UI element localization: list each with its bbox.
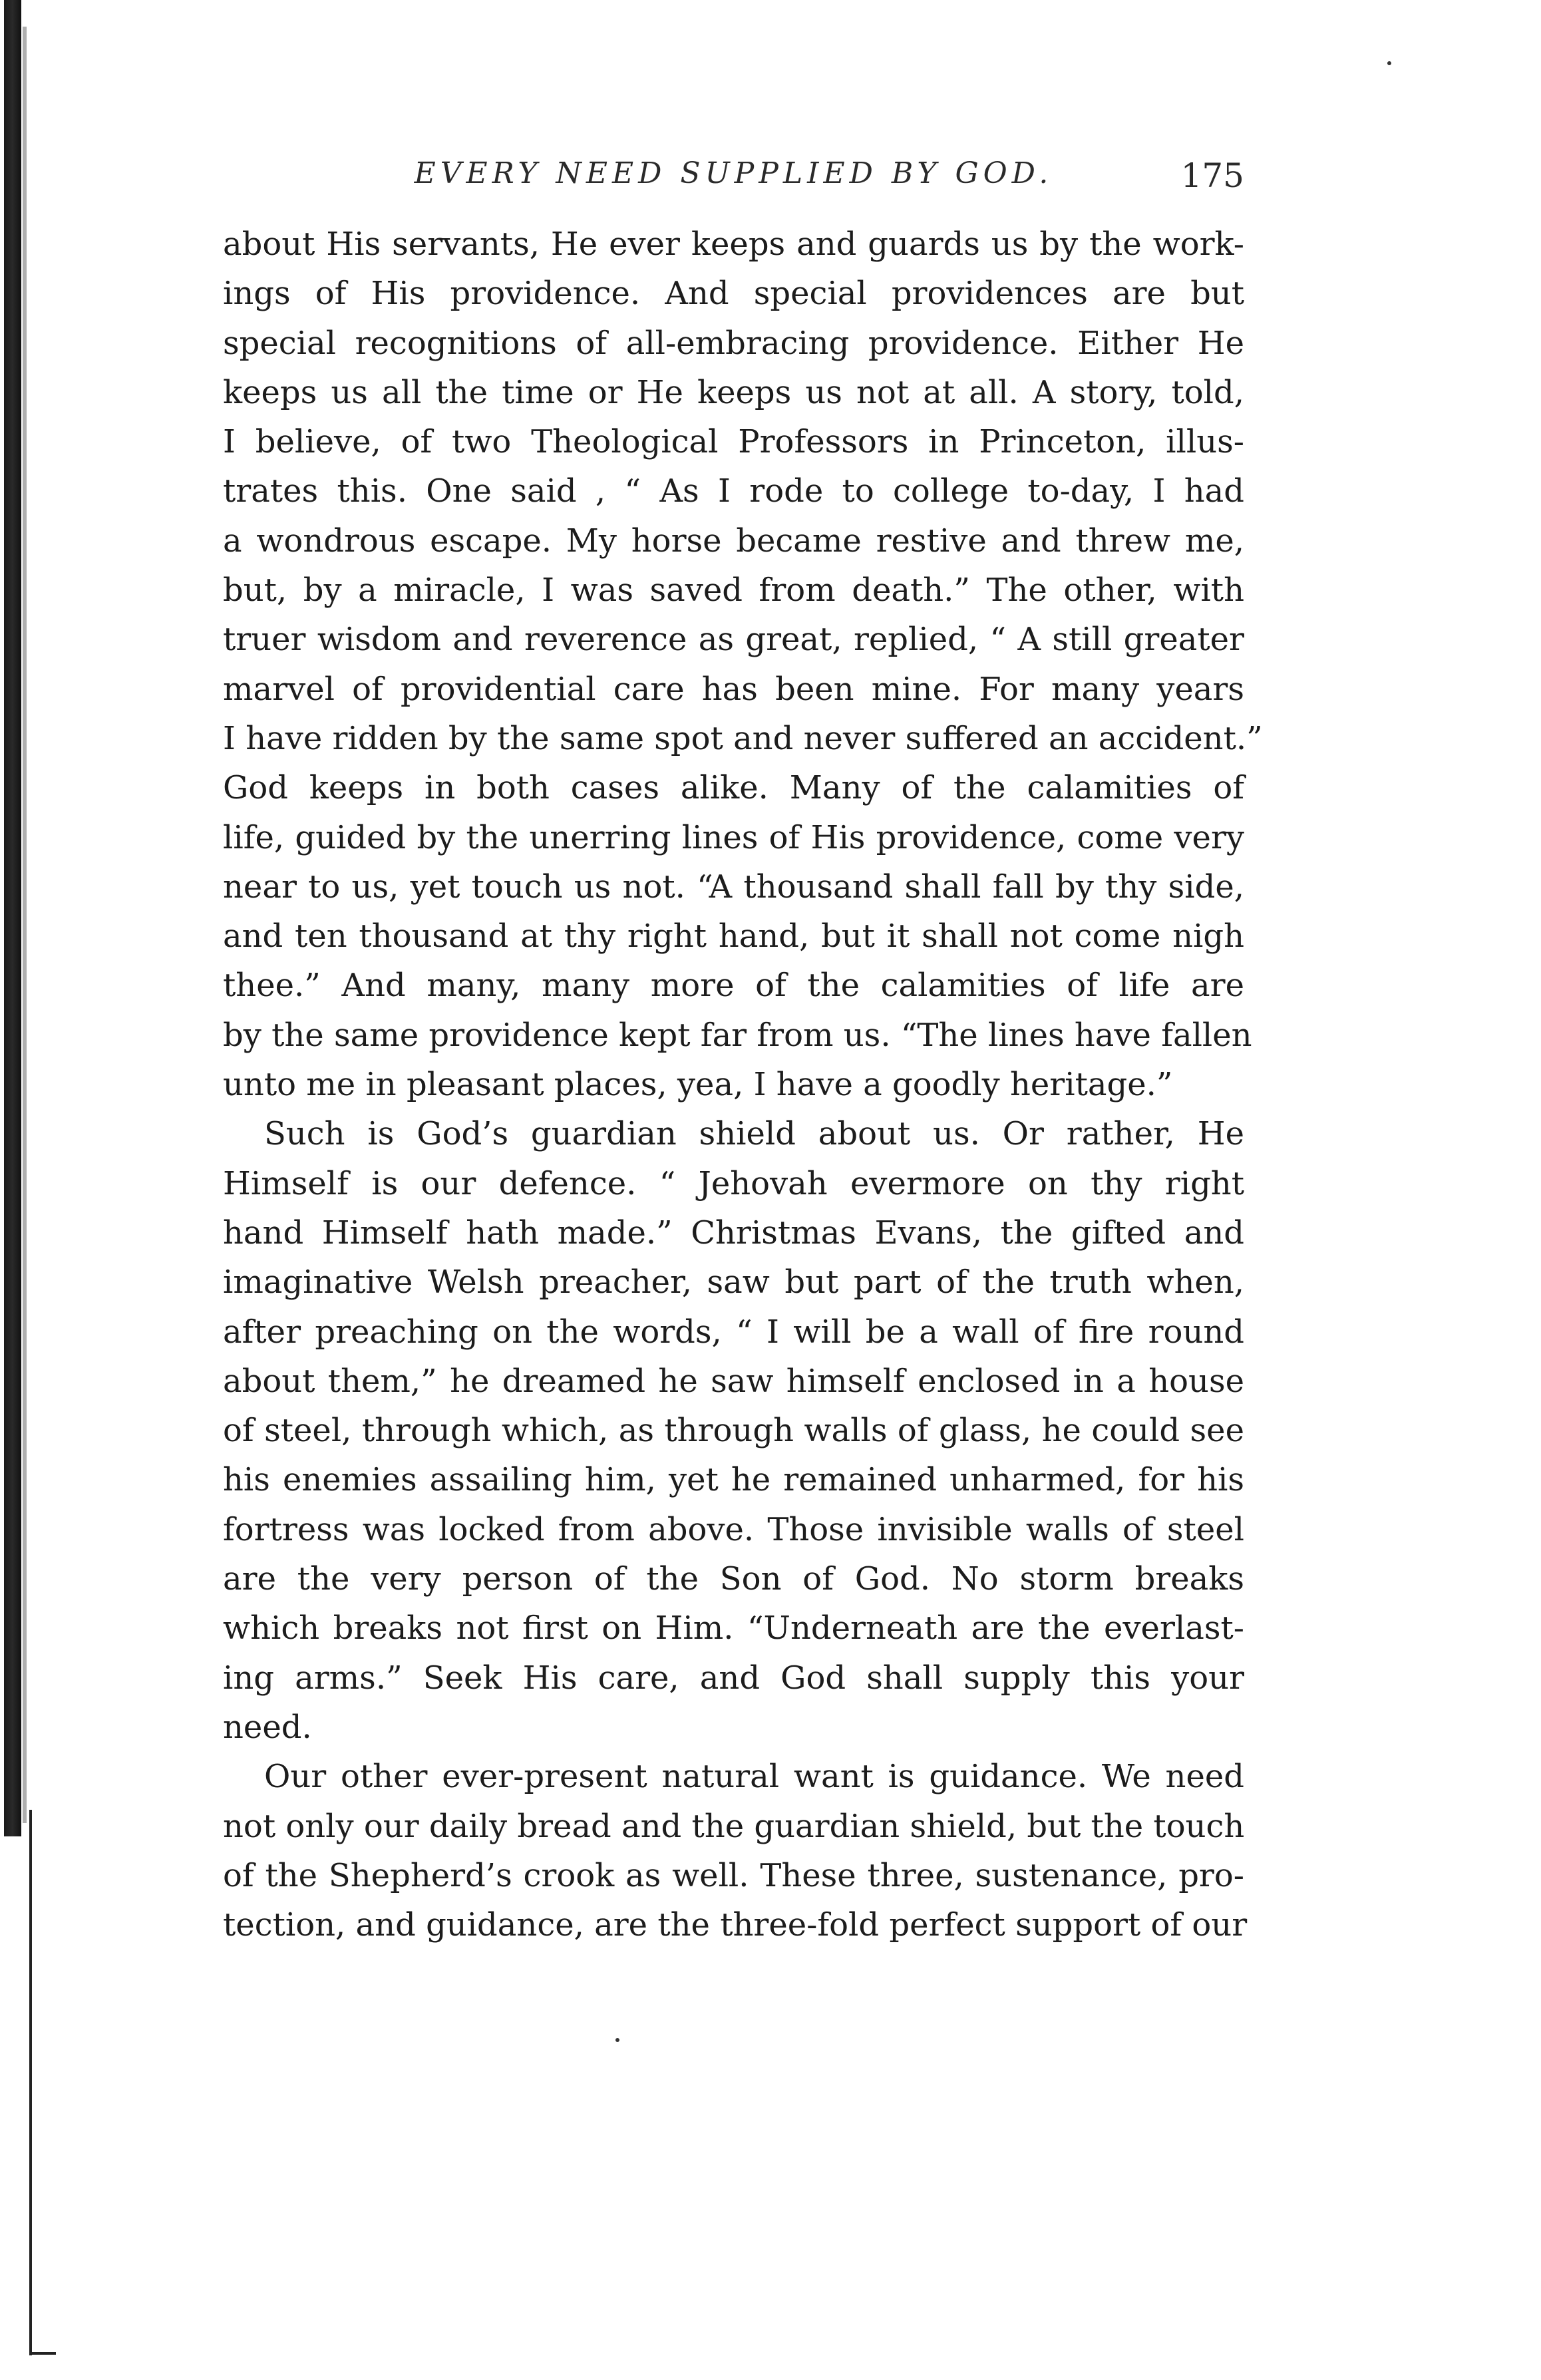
text-line: and ten thousand at thy right hand, but it shall not come nigh — [223, 918, 1244, 955]
text-line: special recognitions of all-embracing providence. Either He — [223, 324, 1244, 362]
text-line: fortress was locked from above. Those invisible walls of steel — [223, 1510, 1244, 1548]
text-line: a wondrous escape. My horse became restive and threw me, — [223, 522, 1244, 560]
text-line: life, guided by the unerring lines of His providence, come very — [223, 818, 1244, 856]
text-line: imaginative Welsh preacher, saw but part of the truth when, — [223, 1264, 1244, 1301]
running-head: EVERY NEED SUPPLIED BY GOD. — [414, 156, 1053, 190]
text-line: by the same providence kept far from us. “The lines have fallen — [223, 1016, 1252, 1054]
text-line: thee.” And many, many more of the calamities of life are — [223, 967, 1244, 1005]
text-line: hand Himself hath made.” Christmas Evans, the gifted and — [223, 1214, 1244, 1252]
text-line: but, by a miracle, I was saved from death.” The other, with — [223, 572, 1244, 609]
text-line: ing arms.” Seek His care, and God shall supply this your — [223, 1659, 1244, 1697]
text-line: I have ridden by the same spot and never suffered an accident.” — [223, 719, 1263, 757]
text-line: Himself is our defence. “ Jehovah evermore on thy right — [223, 1164, 1244, 1202]
page-edge-line — [29, 1810, 32, 2355]
text-line: keeps us all the time or He keeps us not at all. A story, told, — [223, 373, 1244, 411]
text-line: trates this. One said , “ As I rode to college to-day, I had — [223, 472, 1244, 510]
text-line: God keeps in both cases alike. Many of the calamities of — [223, 769, 1244, 807]
text-line: his enemies assailing him, yet he remained unharmed, for his — [223, 1461, 1244, 1499]
text-line: marvel of providential care has been mine. For many years — [223, 670, 1244, 708]
binding-shadow-inner — [23, 27, 27, 1823]
page-edge-foot — [29, 2352, 56, 2355]
text-line: which breaks not first on Him. “Underneath are the everlast- — [223, 1610, 1244, 1647]
paragraph-start-line: Our other ever-present natural want is guidance. We need — [264, 1758, 1244, 1796]
scan-speck — [1387, 61, 1391, 65]
scan-speck — [615, 2038, 619, 2042]
body-text — [223, 220, 1263, 1950]
text-line: I believe, of two Theological Professors in Princeton, illus- — [223, 423, 1244, 461]
paragraph-start-line: Such is God’s guardian shield about us. Or rather, He — [264, 1115, 1244, 1153]
scan-binding-edge — [0, 0, 31, 2380]
text-line: after preaching on the words, “ I will be a wall of fire round — [223, 1313, 1244, 1351]
text-line: near to us, yet touch us not. “A thousand shall fall by thy side, — [223, 868, 1244, 906]
page-number: 175 — [1180, 156, 1244, 195]
text-line: need. — [223, 1708, 312, 1746]
text-line: not only our daily bread and the guardian shield, but the touch — [223, 1807, 1245, 1845]
text-line: about His servants, He ever keeps and guards us by the work- — [223, 226, 1244, 263]
text-line: about them,” he dreamed he saw himself enclosed in a house — [223, 1362, 1244, 1400]
page-header — [223, 156, 1244, 203]
text-line: unto me in pleasant places, yea, I have a goodly heritage.” — [223, 1066, 1173, 1104]
text-line: tection, and guidance, are the three-fold perfect support of our — [223, 1906, 1248, 1944]
text-line: of the Shepherd’s crook as well. These three, sustenance, pro- — [223, 1856, 1244, 1894]
text-line: of steel, through which, as through walls of glass, he could see — [223, 1412, 1244, 1450]
text-line: are the very person of the Son of God. No storm breaks — [223, 1560, 1244, 1598]
text-line: truer wisdom and reverence as great, replied, “ A still greater — [223, 621, 1244, 659]
binding-shadow — [4, 0, 21, 1836]
text-line: ings of His providence. And special providences are but — [223, 275, 1244, 313]
